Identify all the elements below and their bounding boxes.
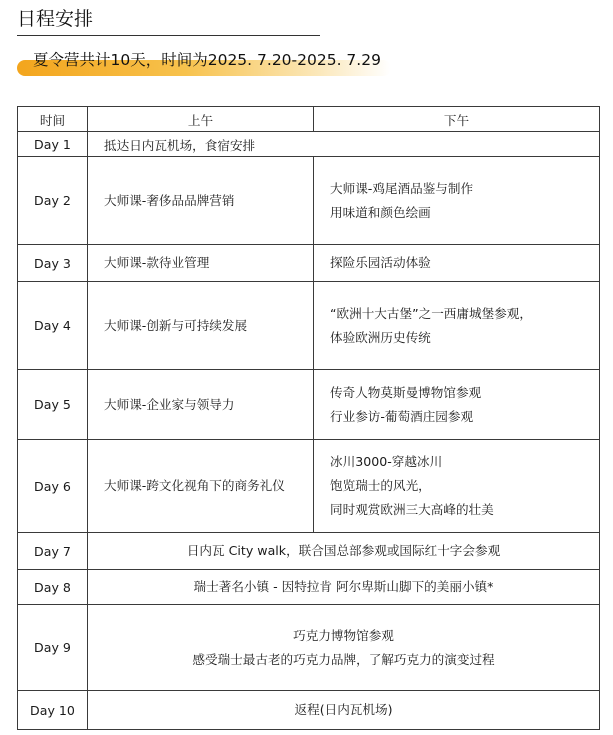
morning-activity: 大师课-企业家与领导力	[88, 370, 314, 440]
afternoon-line: 饱览瑞士的风光，	[330, 478, 431, 493]
afternoon-line: 探险乐园活动体验	[330, 255, 431, 270]
afternoon-line: 同时观赏欧洲三大高峰的壮美	[330, 502, 494, 517]
morning-activity: 大师课-款待业管理	[88, 245, 314, 282]
schedule-table	[17, 106, 600, 730]
afternoon-activity	[314, 245, 600, 282]
table-row-day-1	[18, 132, 600, 157]
table-header-row	[18, 107, 600, 132]
table-row-day-7	[18, 533, 600, 570]
afternoon-line: 行业参访-葡萄酒庄园参观	[330, 408, 474, 424]
table-row-day-9	[18, 605, 600, 691]
full-day-activity: 日内瓦 City walk，联合国总部参观或国际红十字会参观	[88, 533, 600, 570]
table-row-day-5	[18, 370, 600, 440]
header-pm: 下午	[314, 107, 600, 132]
table-row-day-4	[18, 282, 600, 370]
morning-activity: 大师课-创新与可持续发展	[88, 282, 314, 370]
header-am: 上午	[88, 107, 314, 132]
afternoon-line: 用味道和颜色绘画	[330, 204, 431, 220]
afternoon-activity	[314, 157, 600, 245]
afternoon-line: 大师课-鸡尾酒品鉴与制作	[330, 180, 474, 196]
afternoon-line: 体验欧洲历史传统	[330, 329, 431, 345]
afternoon-activity	[314, 370, 600, 440]
morning-activity: 大师课-跨文化视角下的商务礼仪	[88, 440, 314, 533]
table-row-day-8	[18, 570, 600, 605]
day-label: Day 8	[18, 570, 88, 605]
day-label: Day 10	[18, 691, 88, 730]
full-day-activity: 抵达日内瓦机场，食宿安排	[88, 132, 600, 157]
afternoon-activity	[314, 440, 600, 533]
day-label: Day 2	[18, 157, 88, 245]
afternoon-line: “欧洲十大古堡”之一西庸城堡参观，	[330, 305, 532, 321]
day-label: Day 9	[18, 605, 88, 691]
schedule-subtitle: 夏令营共计10天，时间为2025. 7.20-2025. 7.29	[33, 51, 381, 69]
title-divider	[17, 35, 320, 36]
full-day-activity: 返程(日内瓦机场)	[88, 691, 600, 730]
afternoon-activity	[314, 282, 600, 370]
full-day-activity: 瑞士著名小镇 - 因特拉肯 阿尔卑斯山脚下的美丽小镇*	[88, 570, 600, 605]
full-day-line: 巧克力博物馆参观	[293, 627, 394, 643]
table-row-day-6	[18, 440, 600, 533]
full-day-line: 感受瑞士最古老的巧克力品牌，了解巧克力的演变过程	[192, 651, 495, 667]
day-label: Day 6	[18, 440, 88, 533]
header-time: 时间	[18, 107, 88, 132]
morning-activity: 大师课-奢侈品品牌营销	[88, 157, 314, 245]
page-title: 日程安排	[17, 8, 94, 30]
day-label: Day 3	[18, 245, 88, 282]
full-day-activity	[88, 605, 600, 691]
table-row-day-2	[18, 157, 600, 245]
day-label: Day 7	[18, 533, 88, 570]
afternoon-line: 冰川3000-穿越冰川	[330, 454, 443, 469]
day-label: Day 4	[18, 282, 88, 370]
table-row-day-3	[18, 245, 600, 282]
afternoon-line: 传奇人物莫斯曼博物馆参观	[330, 384, 482, 400]
table-row-day-10	[18, 691, 600, 730]
day-label: Day 5	[18, 370, 88, 440]
day-label: Day 1	[18, 132, 88, 157]
